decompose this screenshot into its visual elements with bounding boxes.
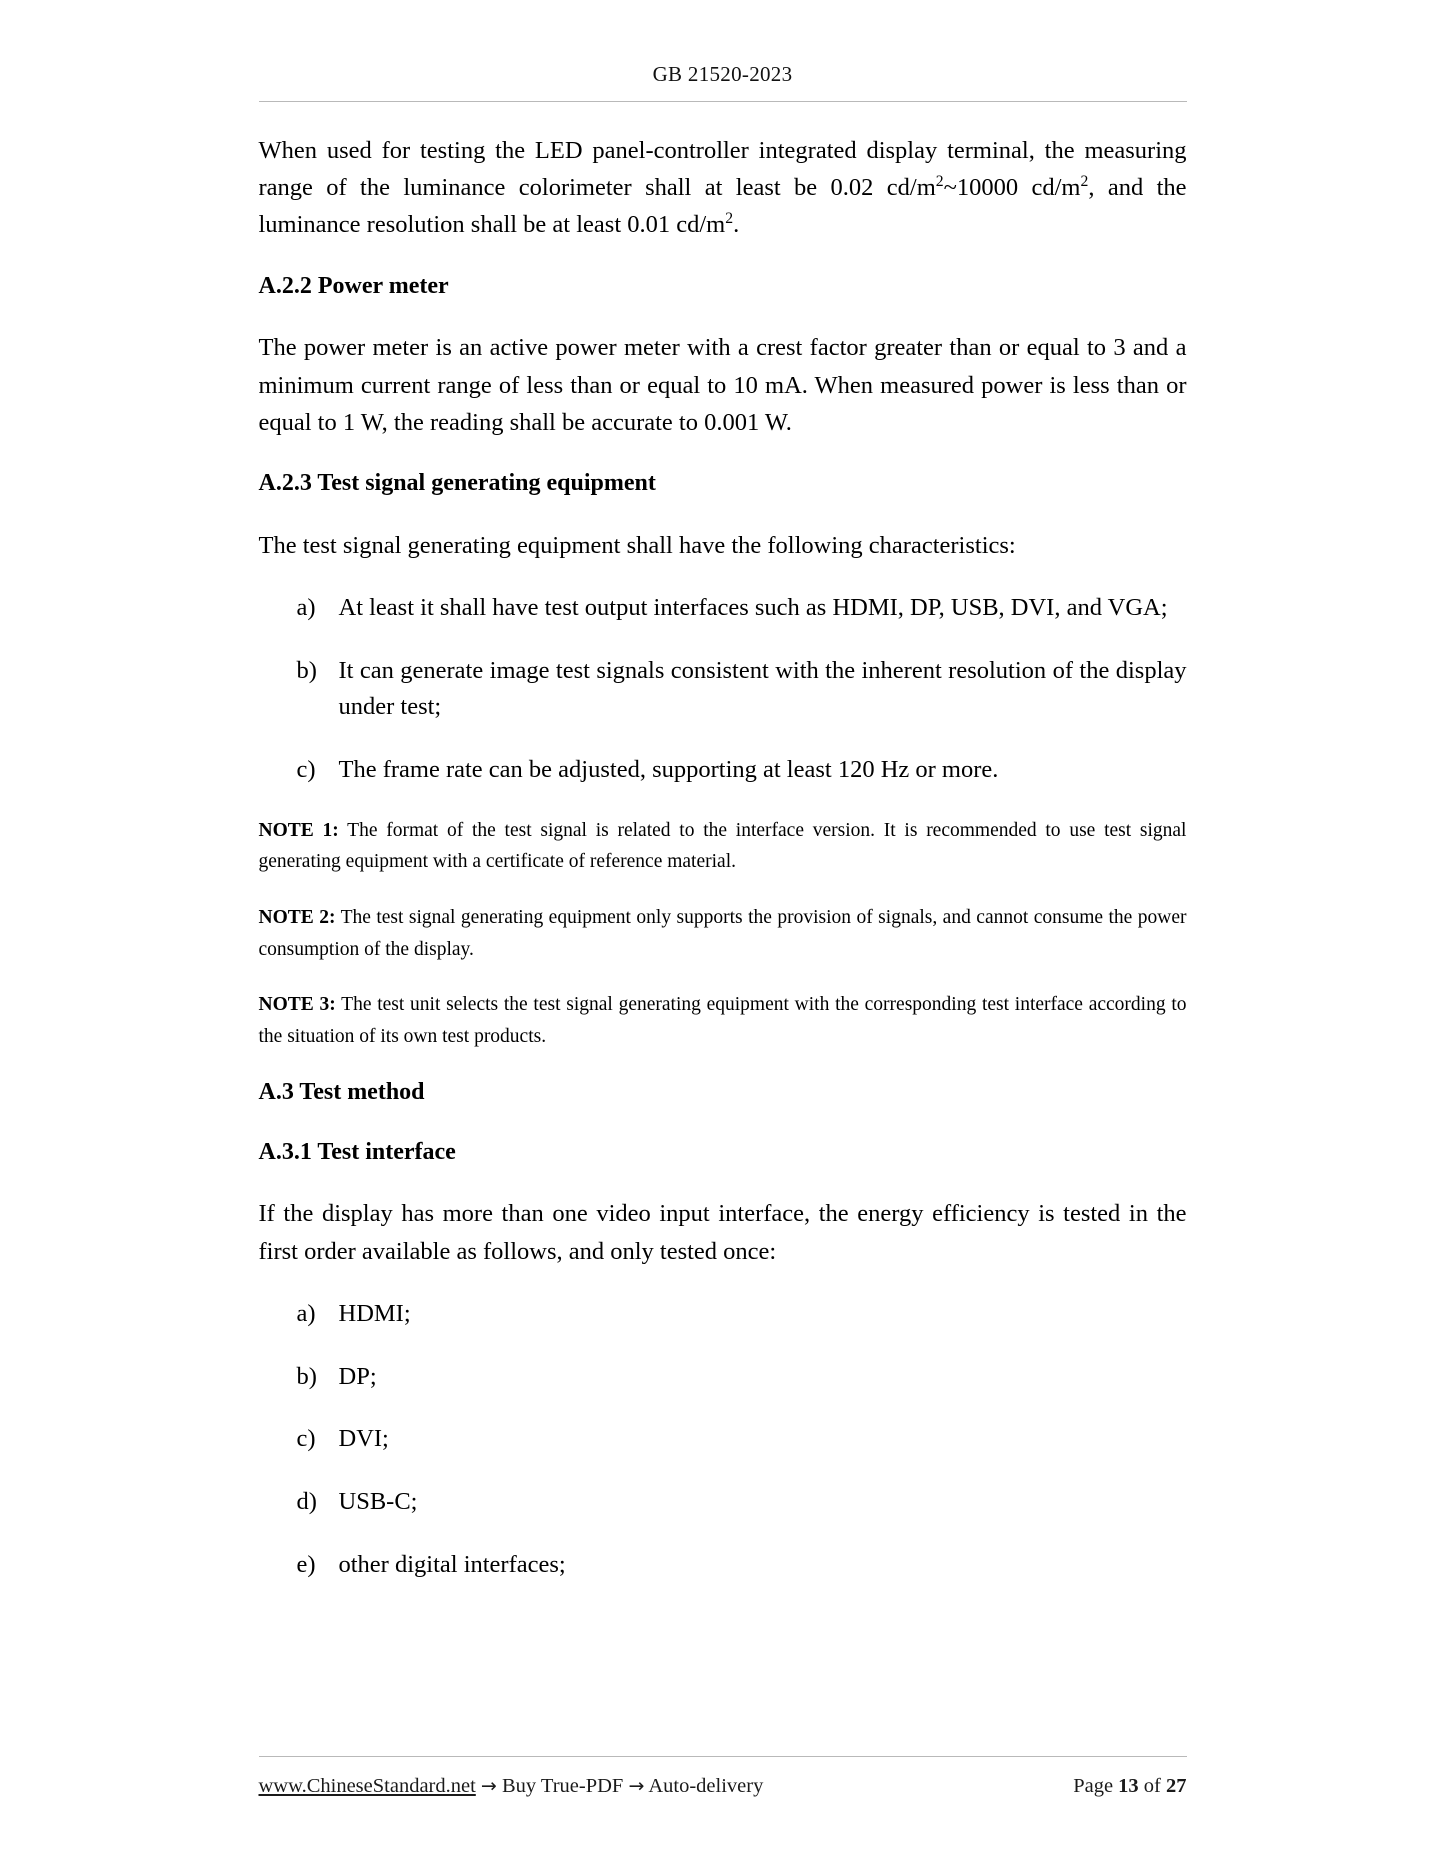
note-text: The test signal generating equipment only supports the provision of signals, and cannot consume the power consumption of the display. xyxy=(258,906,1187,960)
page-label: Page xyxy=(1073,1775,1114,1797)
note-1 xyxy=(259,815,1187,878)
list-item-marker: a) xyxy=(296,593,316,621)
arrow-right-icon: → xyxy=(628,1775,645,1797)
website-link[interactable]: www.ChineseStandard.net xyxy=(258,1775,476,1797)
list-item-marker: b) xyxy=(296,1362,317,1390)
intro-text-4: . xyxy=(733,211,740,239)
intro-sup-2: 2 xyxy=(1080,173,1089,191)
note-3 xyxy=(259,989,1187,1052)
list-item xyxy=(259,1421,1187,1458)
intro-text-3: , and the luminance resolution shall be at least 0.01 cd/m xyxy=(258,174,1187,239)
section-heading-a22: A.2.2 Power meter xyxy=(258,272,449,299)
list-item xyxy=(259,1484,1187,1521)
page-content xyxy=(259,102,1187,1584)
list-item-label: At least it shall have test output interfaces such as HDMI, DP, USB, DVI, and VGA; xyxy=(338,593,1168,621)
list-item xyxy=(259,653,1187,727)
list-a31 xyxy=(259,1296,1187,1584)
list-item-label: other digital interfaces; xyxy=(338,1550,566,1578)
section-paragraph-a23: The test signal generating equipment shall have the following characteristics: xyxy=(258,531,1016,559)
list-item-label: USB-C; xyxy=(338,1488,418,1516)
standard-id: GB 21520-2023 xyxy=(652,62,793,86)
list-item-label: HDMI; xyxy=(338,1299,411,1327)
list-item-marker: e) xyxy=(296,1550,316,1578)
buy-label: Buy True-PDF xyxy=(501,1775,624,1797)
intro-sup-3: 2 xyxy=(725,210,734,228)
delivery-label: Auto-delivery xyxy=(648,1775,764,1797)
list-item-label: The frame rate can be adjusted, supporting at least 120 Hz or more. xyxy=(338,756,999,784)
page-number: 13 xyxy=(1118,1775,1139,1797)
list-item-marker: c) xyxy=(296,756,316,784)
list-item xyxy=(259,1547,1187,1584)
of-label: of xyxy=(1143,1775,1161,1797)
section-paragraph-a22: The power meter is an active power meter with a crest factor greater than or equal to 3 and a minimum current range of less than or equal to 10 mA. When measured power is less than or equal to 1 W, the reading shall be accurate to 0.001 W. xyxy=(258,334,1187,436)
note-text: The test unit selects the test signal generating equipment with the corresponding test interface according to the situation of its own test products. xyxy=(258,994,1187,1047)
footer-divider xyxy=(259,1756,1187,1757)
list-item xyxy=(259,752,1187,789)
footer-left xyxy=(259,1775,1074,1798)
list-item-marker: d) xyxy=(296,1488,317,1516)
footer-pagination xyxy=(1073,1775,1186,1798)
intro-text-1: When used for testing the LED panel-controller integrated display terminal, the measuring range of the luminance colorimeter shall at least be 0.02 cd/m xyxy=(258,137,1187,202)
list-item xyxy=(259,590,1187,627)
list-item-marker: c) xyxy=(296,1425,316,1453)
intro-sup-1: 2 xyxy=(935,173,944,191)
list-item xyxy=(259,1359,1187,1396)
note-label: NOTE 3: xyxy=(258,994,336,1016)
intro-text-2: ~10000 cd/m xyxy=(943,174,1081,202)
note-text: The format of the test signal is related to the interface version. It is recommended to use test signal generating equipment with a certificate of reference material. xyxy=(258,819,1187,873)
note-label: NOTE 1: xyxy=(258,819,339,841)
section-heading-a23: A.2.3 Test signal generating equipment xyxy=(258,470,656,496)
page-header xyxy=(0,62,1445,87)
section-heading-a31: A.3.1 Test interface xyxy=(258,1138,456,1165)
section-paragraph-a31: If the display has more than one video input interface, the energy efficiency is tested in the first order available as follows, and only tested once: xyxy=(258,1200,1187,1265)
page-total: 27 xyxy=(1166,1775,1187,1797)
intro-paragraph xyxy=(259,132,1187,244)
note-label: NOTE 2: xyxy=(258,906,336,928)
list-item-label: DP; xyxy=(338,1362,377,1390)
section-heading-a3: A.3 Test method xyxy=(258,1079,425,1106)
list-item-marker: a) xyxy=(296,1299,316,1327)
page-footer xyxy=(0,1756,1445,1798)
list-item xyxy=(259,1296,1187,1333)
note-2 xyxy=(259,902,1187,965)
list-item-marker: b) xyxy=(296,656,317,684)
list-a23 xyxy=(259,590,1187,789)
arrow-right-icon: → xyxy=(480,1775,497,1797)
list-item-label: It can generate image test signals consistent with the inherent resolution of the display under test; xyxy=(338,656,1187,721)
list-item-label: DVI; xyxy=(338,1425,389,1453)
